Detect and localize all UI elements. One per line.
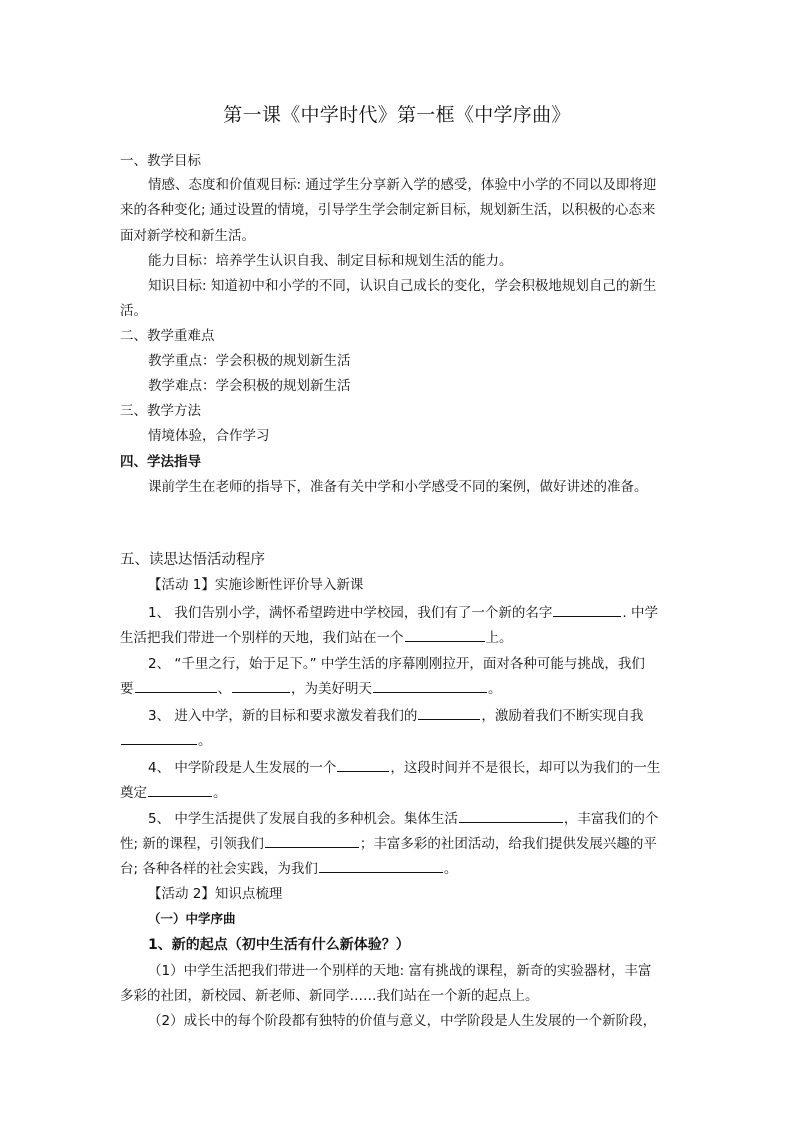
question-text: 奠定 — [120, 785, 147, 801]
question-text: ，激励着我们不断实现自我 — [481, 708, 644, 724]
question-line — [148, 757, 660, 779]
fill-blank[interactable] — [459, 808, 563, 823]
question-text: 、 — [217, 681, 231, 697]
question-text: 。 — [443, 861, 458, 877]
section-heading-methods: 三、教学方法 — [120, 403, 201, 419]
paragraph-line: （2）成长中的每个阶段都有独特的价值与意义，中学阶段是人生发展的一个新阶段， — [148, 1013, 657, 1029]
fill-blank[interactable] — [265, 833, 359, 848]
fill-blank[interactable] — [319, 858, 443, 873]
point-heading: 1、新的起点（初中生活有什么新体验？） — [148, 937, 410, 953]
question-text: 3、 进入中学，新的目标和要求激发着我们的 — [148, 708, 418, 724]
question-line: 2、 “千里之行，始于足下。” 中学生活的序幕刚刚拉开，面对各种可能与挑战，我们 — [148, 656, 645, 672]
paragraph-line: 活。 — [120, 303, 147, 319]
question-text: 5、 中学生活提供了发展自我的多种机会。集体生活 — [148, 811, 458, 827]
question-line — [148, 705, 643, 727]
question-text: ，这段时间并不是很长，却可以为我们的一生 — [390, 760, 661, 776]
question-text: ，为美好明天 — [291, 681, 372, 697]
paragraph-line: 能力目标：培养学生认识自我、制定目标和规划生活的能力。 — [148, 253, 513, 269]
question-text: 生活把我们带进一个别样的天地，我们站在一个 — [120, 630, 404, 646]
fill-blank[interactable] — [373, 678, 487, 693]
paragraph-line: 面对新学校和新生活。 — [120, 228, 255, 244]
paragraph-line: 教学重点：学会积极的规划新生活 — [148, 353, 351, 369]
question-line — [120, 627, 513, 649]
question-line — [120, 833, 657, 855]
paragraph-line: 情境体验，合作学习 — [148, 428, 270, 444]
question-line — [120, 858, 457, 880]
section-heading-activity-procedure: 五、读思达悟活动程序 — [120, 552, 265, 568]
paragraph-line: 多彩的社团，新校园、新老师、新同学……我们站在一个新的起点上。 — [120, 988, 539, 1004]
fill-blank[interactable] — [121, 730, 197, 745]
section-heading-key-points: 二、教学重难点 — [120, 328, 215, 344]
fill-blank[interactable] — [148, 782, 212, 797]
paragraph-line: 课前学生在老师的指导下，准备有关中学和小学感受不同的案例，做好讲述的准备。 — [148, 479, 648, 495]
question-text: 性; 新的课程，引领我们 — [120, 836, 264, 852]
question-line — [120, 782, 227, 804]
fill-blank[interactable] — [418, 705, 480, 720]
question-text: ；丰富多彩的社团活动，给我们提供发展兴趣的平 — [359, 836, 657, 852]
subsection-heading: （一）中学序曲 — [148, 911, 236, 926]
fill-blank[interactable] — [553, 602, 621, 617]
question-text: 要 — [120, 681, 134, 697]
question-text: 。 — [488, 681, 502, 697]
question-line — [148, 808, 658, 830]
question-line — [120, 730, 212, 752]
question-line — [120, 678, 502, 700]
paragraph-line: （1）中学生活把我们带进一个别样的天地: 富有挑战的课程，新奇的实验器材，丰富 — [148, 963, 652, 979]
question-text: 台; 各种各样的社会实践，为我们 — [120, 861, 318, 877]
question-text: 。 — [198, 733, 212, 749]
question-text: 上。 — [485, 630, 513, 646]
paragraph-line: 教学难点：学会积极的规划新生活 — [148, 378, 351, 394]
activity-1-heading: 【活动 1】实施诊断性评价导入新课 — [148, 577, 364, 593]
paragraph-line: 来的各种变化; 通过设置的情境，引导学生学会制定新目标，规划新生活，以积极的心态来 — [120, 202, 656, 218]
section-heading-teaching-goals: 一、教学目标 — [120, 153, 201, 169]
question-text: . 中学 — [622, 605, 658, 621]
paragraph-line: 知识目标: 知道初中和小学的不同，认识自己成长的变化，学会积极地规划自己的新生 — [148, 278, 657, 294]
section-heading-study-guide: 四、学法指导 — [120, 454, 201, 470]
question-text: 4、 中学阶段是人生发展的一个 — [148, 760, 337, 776]
fill-blank[interactable] — [135, 678, 217, 693]
paragraph-line: 情感、态度和价值观目标: 通过学生分享新入学的感受，体验中小学的不同以及即将迎 — [148, 177, 657, 193]
fill-blank[interactable] — [337, 757, 389, 772]
activity-2-heading: 【活动 2】知识点梳理 — [148, 886, 283, 902]
fill-blank[interactable] — [232, 678, 290, 693]
question-text: 。 — [213, 785, 227, 801]
question-text: 1、 我们告别小学，满怀希望跨进中学校园，我们有了一个新的名字 — [148, 605, 553, 621]
document-title: 第一课《中学时代》第一框《中学序曲》 — [223, 104, 571, 126]
question-text: ，丰富我们的个 — [563, 811, 659, 827]
question-line — [148, 602, 658, 624]
fill-blank[interactable] — [405, 627, 485, 642]
